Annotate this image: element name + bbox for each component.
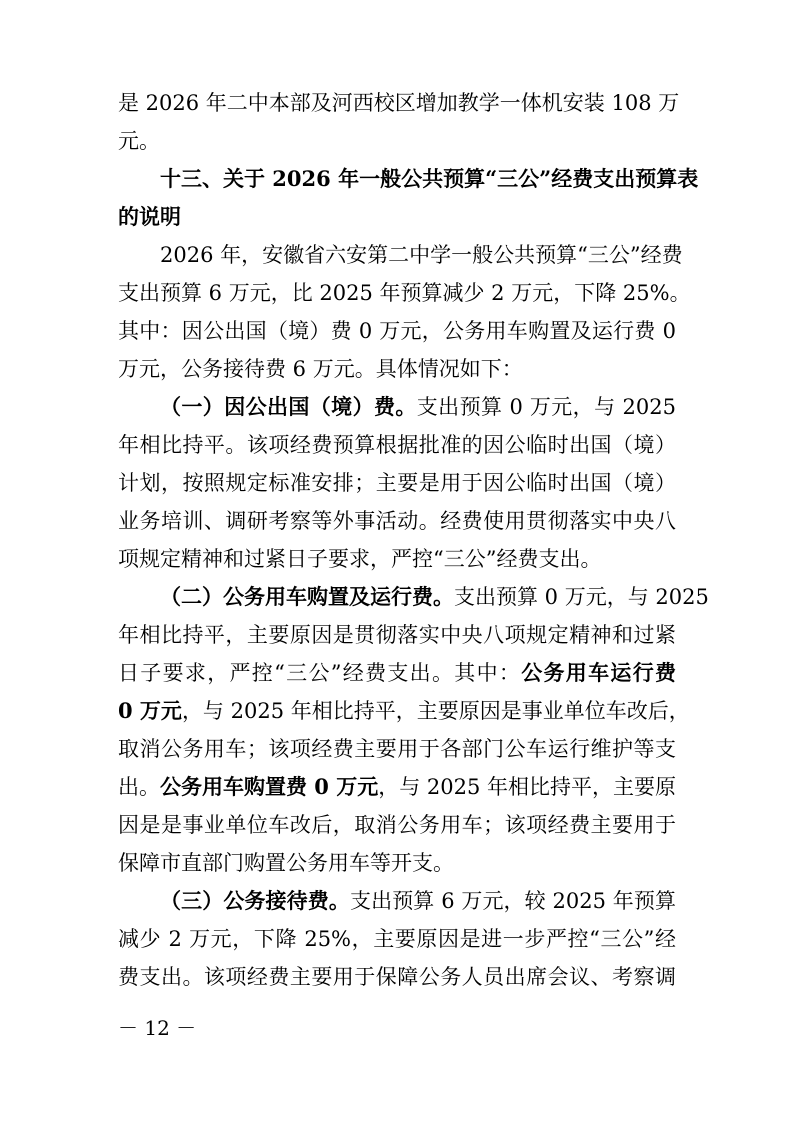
text-line: 保障市直部门购置公务用车等开支。 [118,851,454,875]
bold-term: 0 万元 [118,698,182,723]
text-segment: 支出预算 6 万元，较 2025 年预算 [349,889,677,913]
text-line: 取消公务用车；该项经费主要用于各部门公车运行维护等支 [118,737,676,761]
page-number: － 12 － [118,1016,197,1040]
text-line [118,768,676,806]
subsection-title: （一）因公出国（境）费。 [160,394,417,419]
bold-term: 公务用车运行费 [521,660,676,685]
text-line: 是 2026 年二中本部及河西校区增加教学一体机安装 108 万 [118,91,680,115]
text-segment: 日子要求，严控“三公”经费支出。其中： [118,661,522,685]
text-line [118,388,676,426]
subsection-title: （二）公务用车购置及运行费。 [160,584,454,609]
section-heading-continued: 的说明 [118,204,181,229]
text-line [118,654,676,692]
text-line: 其中：因公出国（境）费 0 万元，公务用车购置及运行费 0 [118,319,676,343]
text-line [118,578,709,616]
section-heading: 十三、关于 2026 年一般公共预算“三公”经费支出预算表 [160,166,699,191]
text-line: 减少 2 万元，下降 25%，主要原因是进一步严控“三公”经 [118,927,676,951]
text-segment: 出。 [118,775,160,799]
text-line: 项规定精神和过紧日子要求，严控“三公”经费支出。 [118,547,602,571]
text-segment: ，与 2025 年相比持平，主要原 [378,775,677,799]
text-segment: ，与 2025 年相比持平，主要原因是事业单位车改后， [181,699,690,723]
document-body [118,84,709,996]
text-line: 支出预算 6 万元，比 2025 年预算减少 2 万元，下降 25%。 [118,281,691,305]
text-line: 年相比持平。该项经费预算根据批准的因公临时出国（境） [118,433,676,457]
text-line [118,692,690,730]
text-line: 2026 年，安徽省六安第二中学一般公共预算“三公”经费 [160,243,683,267]
text-line: 年相比持平，主要原因是贯彻落实中央八项规定精神和过紧 [118,623,676,647]
text-line: 万元，公务接待费 6 万元。具体情况如下： [118,357,523,381]
subsection-title: （三）公务接待费。 [160,888,350,913]
text-line: 费支出。该项经费主要用于保障公务人员出席会议、考察调 [118,965,676,989]
text-line [118,882,676,920]
text-segment: 支出预算 0 万元，与 2025 [416,395,676,419]
bold-term: 公务用车购置费 0 万元 [160,774,379,799]
text-line: 元。 [118,129,160,153]
text-line: 因是是事业单位车改后，取消公务用车；该项经费主要用于 [118,813,676,837]
text-line: 计划，按照规定标准安排；主要是用于因公临时出国（境） [118,471,676,495]
text-segment: 支出预算 0 万元，与 2025 [454,585,709,609]
text-line: 业务培训、调研考察等外事活动。经费使用贯彻落实中央八 [118,509,676,533]
